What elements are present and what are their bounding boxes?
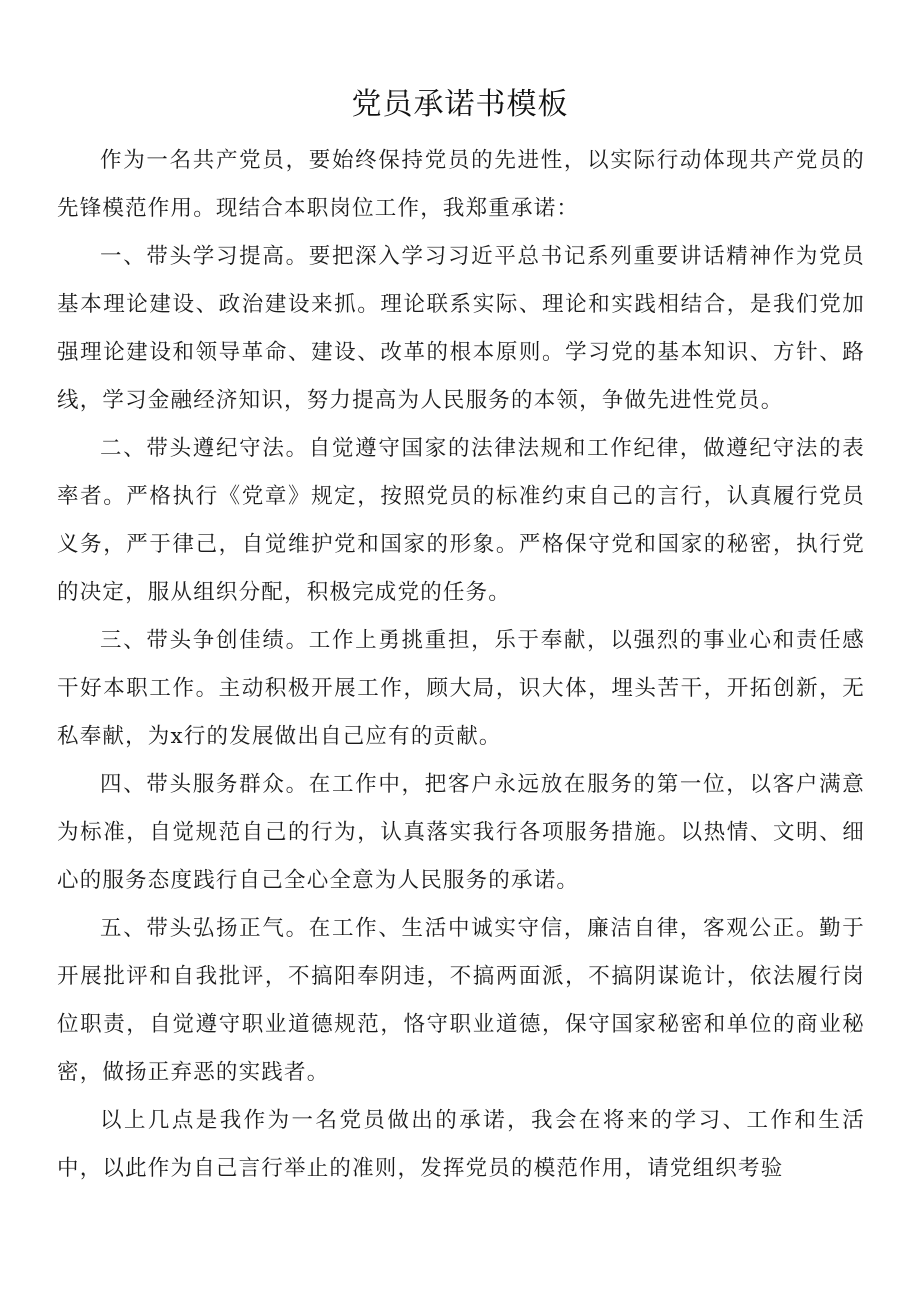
commitment-paragraph-2: 二、带头遵纪守法。自觉遵守国家的法律法规和工作纪律，做遵纪守法的表率者。严格执行《党章》规定，按照党员的标准约束自己的言行，认真履行党员义务，严于律己，自觉维护党和国家的形象。严格保守党和国家的秘密，执行党的决定，服从组织分配，积极完成党的任务。 bbox=[57, 436, 865, 605]
commitment-paragraph-1: 一、带头学习提高。要把深入学习习近平总书记系列重要讲话精神作为党员基本理论建设、政治建设来抓。理论联系实际、理论和实践相结合，是我们党加强理论建设和领导革命、建设、改革的根本原则。学习党的基本知识、方针、路线，学习金融经济知识，努力提高为人民服务的本领，争做先进性党员。 bbox=[57, 244, 865, 413]
closing-paragraph: 以上几点是我作为一名党员做出的承诺，我会在将来的学习、工作和生活中，以此作为自己言行举止的准则，发挥党员的模范作用，请党组织考验 bbox=[57, 1108, 865, 1181]
intro-paragraph: 作为一名共产党员，要始终保持党员的先进性，以实际行动体现共产党员的先锋模范作用。现结合本职岗位工作，我郑重承诺： bbox=[57, 148, 865, 221]
document-body bbox=[57, 137, 865, 1193]
document-title: 党员承诺书模板 bbox=[351, 87, 569, 122]
commitment-paragraph-5: 五、带头弘扬正气。在工作、生活中诚实守信，廉洁自律，客观公正。勤于开展批评和自我批评，不搞阳奉阴违，不搞两面派，不搞阴谋诡计，依法履行岗位职责，自觉遵守职业道德规范，恪守职业道德，保守国家秘密和单位的商业秘密，做扬正弃恶的实践者。 bbox=[57, 916, 865, 1085]
commitment-paragraph-3: 三、带头争创佳绩。工作上勇挑重担，乐于奉献，以强烈的事业心和责任感干好本职工作。主动积极开展工作，顾大局，识大体，埋头苦干，开拓创新，无私奉献，为x行的发展做出自己应有的贡献。 bbox=[57, 628, 865, 749]
commitment-paragraph-4: 四、带头服务群众。在工作中，把客户永远放在服务的第一位，以客户满意为标准，自觉规范自己的行为，认真落实我行各项服务措施。以热情、文明、细心的服务态度践行自己全心全意为人民服务的承诺。 bbox=[57, 772, 865, 893]
